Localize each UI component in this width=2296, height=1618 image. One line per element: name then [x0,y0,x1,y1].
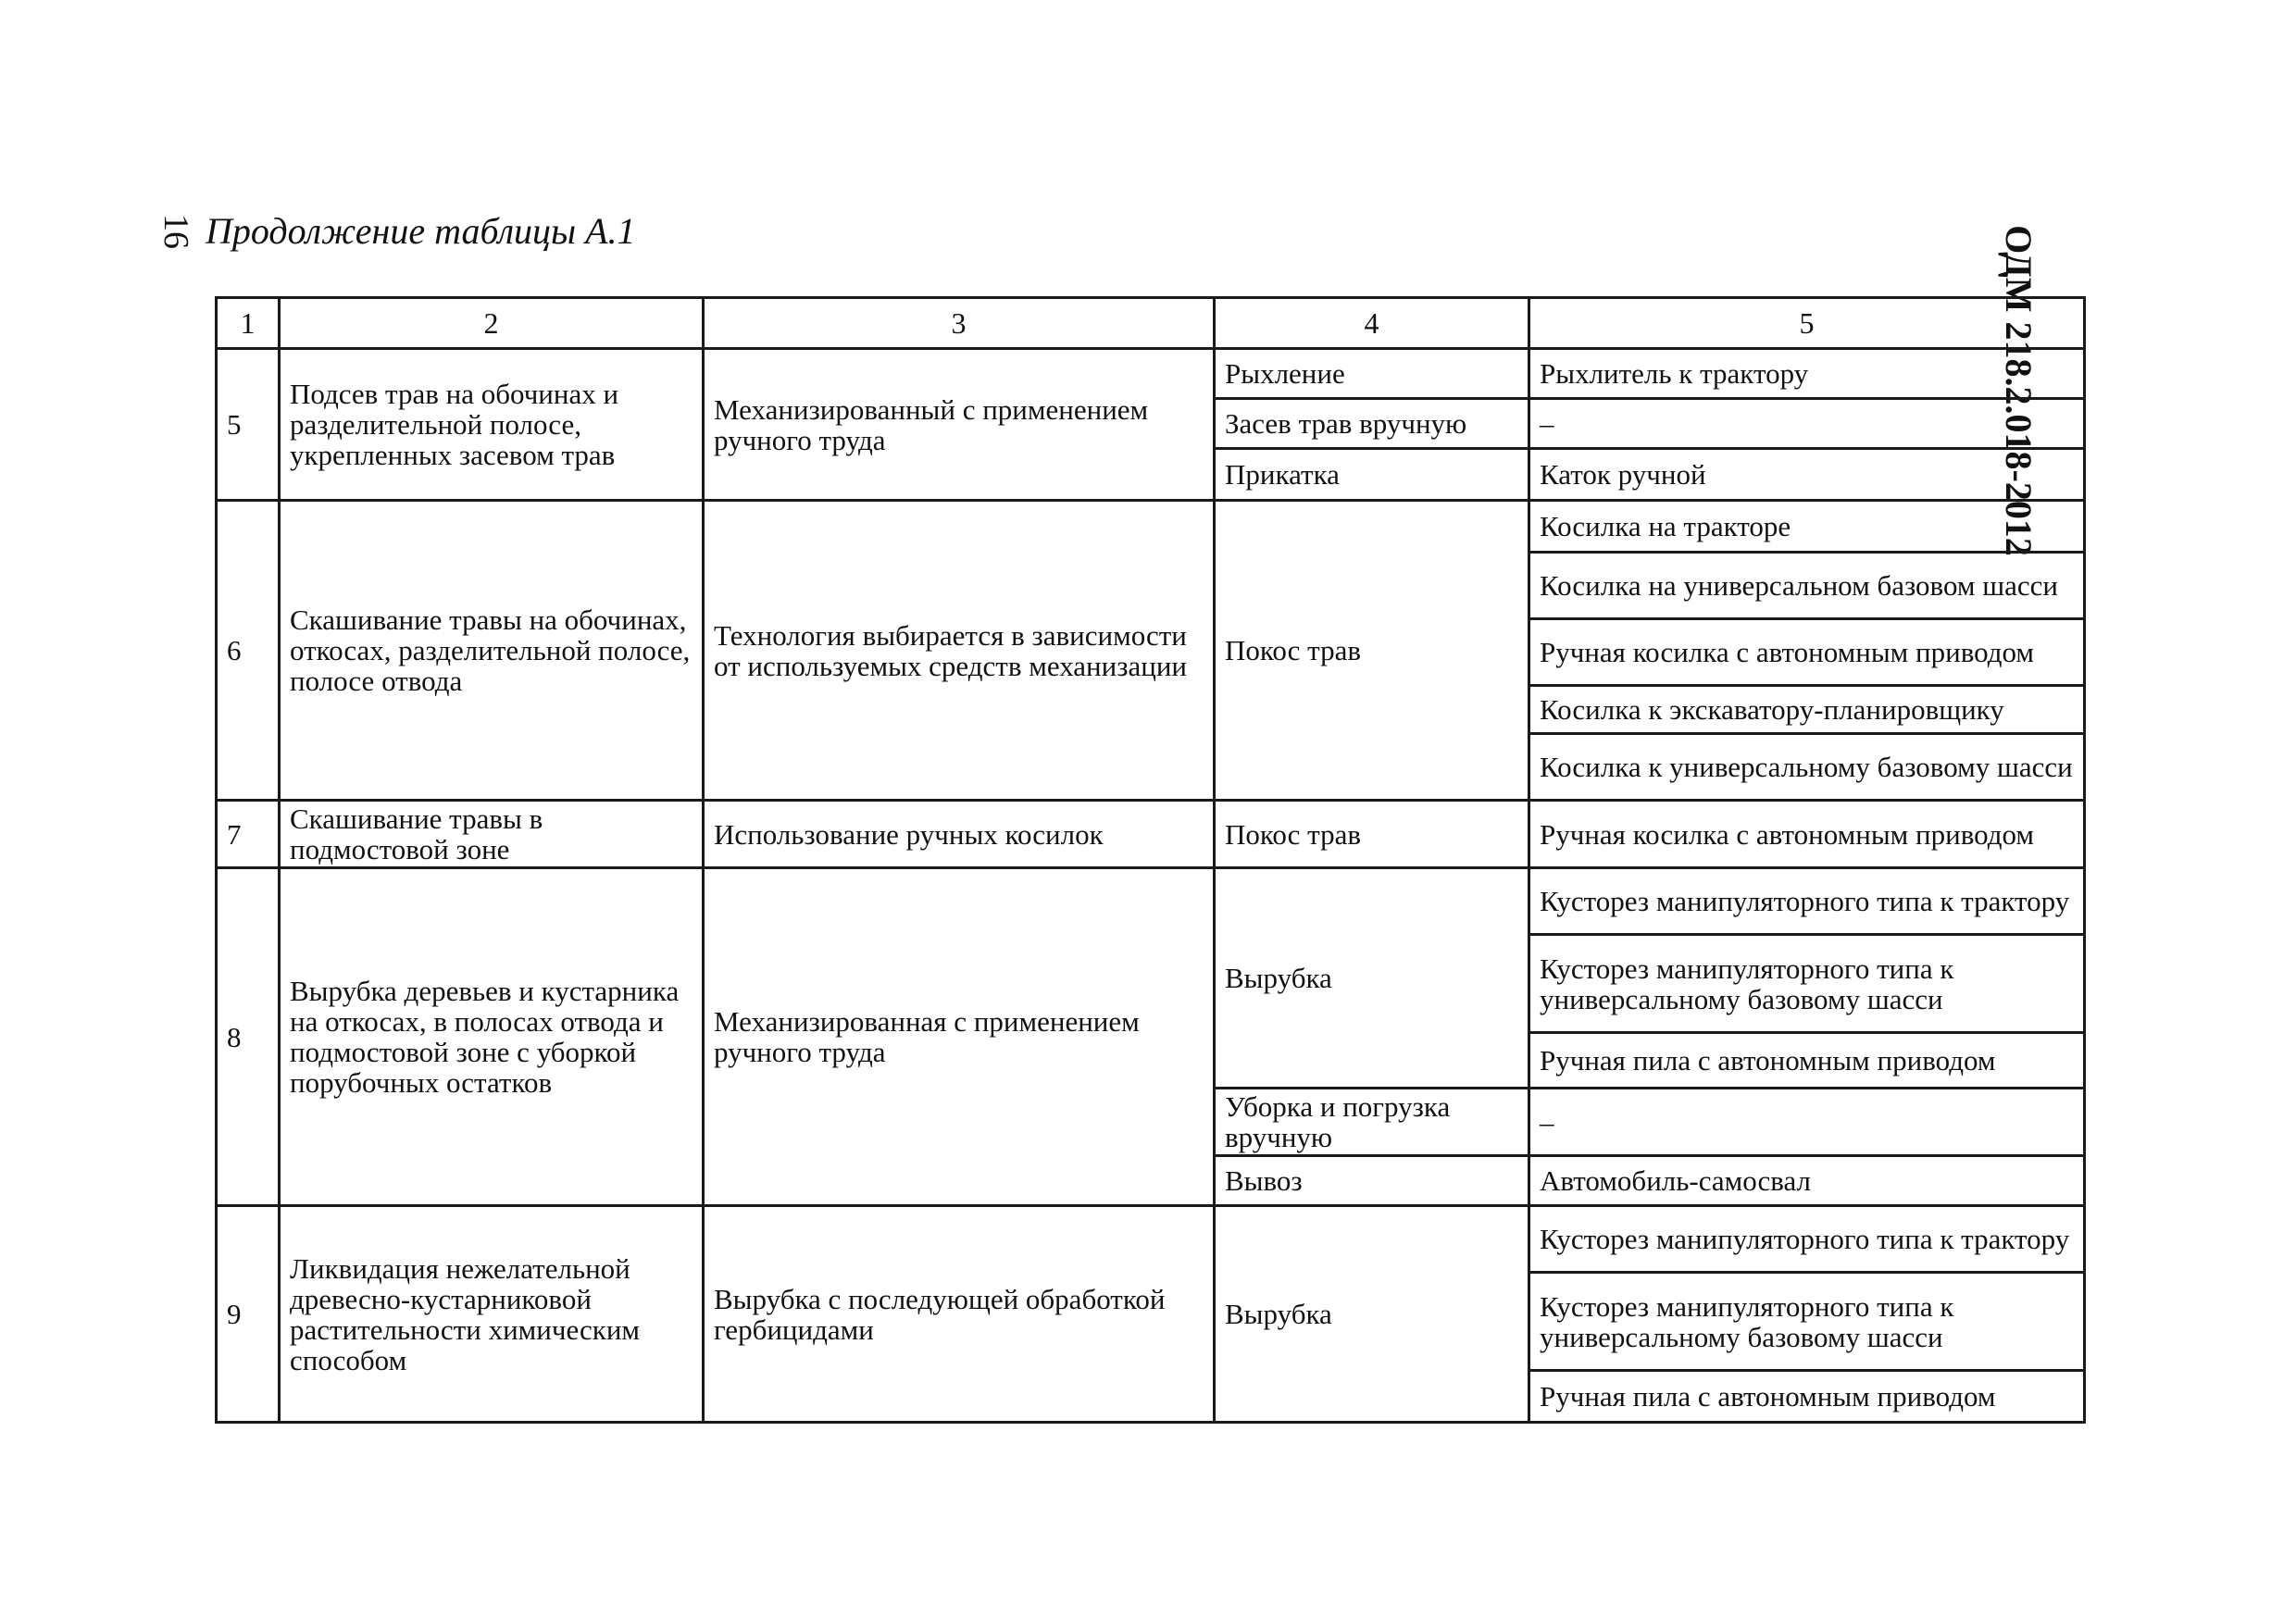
table-row [217,801,2085,868]
means-cell: Косилка к экскаватору-планировщику [1529,686,2085,734]
means-cell: – [1529,399,2085,449]
table-header-row [217,298,2085,349]
technology-cell: Вырубка с последующей обработкой гербицидами [704,1206,1215,1423]
operation-cell: Засев трав вручную [1215,399,1529,449]
row-number: 8 [217,868,280,1206]
means-cell: Косилка на тракторе [1529,501,2085,553]
row-number: 9 [217,1206,280,1423]
means-cell: Кусторез манипуляторного типа к трактору [1529,1206,2085,1273]
column-header: 3 [704,298,1215,349]
work-type-cell: Скашивание травы на обочинах, откосах, разделительной полосе, полосе отвода [280,501,704,801]
means-cell: Ручная косилка с автономным приводом [1529,801,2085,868]
means-cell: Кусторез манипуляторного типа к универсальному базовому шасси [1529,1273,2085,1371]
column-header: 5 [1529,298,2085,349]
technology-cell: Технология выбирается в зависимости от используемых средств механизации [704,501,1215,801]
work-type-cell: Вырубка деревьев и кустарника на откосах, в полосах отвода и подмостовой зоне с уборкой порубочных остатков [280,868,704,1206]
table-row [217,501,2085,553]
technology-cell: Использование ручных косилок [704,801,1215,868]
row-number: 7 [217,801,280,868]
row-number: 6 [217,501,280,801]
technology-cell: Механизированная с применением ручного труда [704,868,1215,1206]
means-cell: Ручная пила с автономным приводом [1529,1033,2085,1089]
row-number: 5 [217,349,280,501]
work-type-cell: Скашивание травы в подмостовой зоне [280,801,704,868]
operation-cell: Покос трав [1215,801,1529,868]
work-type-cell: Ликвидация нежелательной древесно-кустарниковой растительности химическим способом [280,1206,704,1423]
page-number: 16 [156,214,195,249]
table-row [217,1206,2085,1273]
means-cell: Кусторез манипуляторного типа к универсальному базовому шасси [1529,935,2085,1033]
operation-cell: Вывоз [1215,1156,1529,1206]
means-cell: Каток ручной [1529,449,2085,501]
operation-cell: Вырубка [1215,1206,1529,1423]
operation-cell: Покос трав [1215,501,1529,801]
document-code: ОДМ 218.2.018-2012 [1998,225,2040,556]
table-row [217,349,2085,399]
means-cell: – [1529,1089,2085,1156]
table-row [217,868,2085,935]
operation-cell: Рыхление [1215,349,1529,399]
means-cell: Рыхлитель к трактору [1529,349,2085,399]
column-header: 4 [1215,298,1529,349]
means-cell: Ручная косилка с автономным приводом [1529,619,2085,686]
operation-cell: Прикатка [1215,449,1529,501]
work-type-cell: Подсев трав на обочинах и разделительной полосе, укрепленных засевом трав [280,349,704,501]
column-header: 2 [280,298,704,349]
continuation-table [215,296,2086,1424]
means-cell: Автомобиль-самосвал [1529,1156,2085,1206]
means-cell: Косилка к универсальному базовому шасси [1529,734,2085,801]
operation-cell: Вырубка [1215,868,1529,1089]
technology-cell: Механизированный с применением ручного труда [704,349,1215,501]
table-caption: Продолжение таблицы А.1 [206,210,636,252]
means-cell: Кусторез манипуляторного типа к трактору [1529,868,2085,935]
column-header: 1 [217,298,280,349]
operation-cell: Уборка и погрузка вручную [1215,1089,1529,1156]
means-cell: Ручная пила с автономным приводом [1529,1371,2085,1423]
means-cell: Косилка на универсальном базовом шасси [1529,553,2085,619]
